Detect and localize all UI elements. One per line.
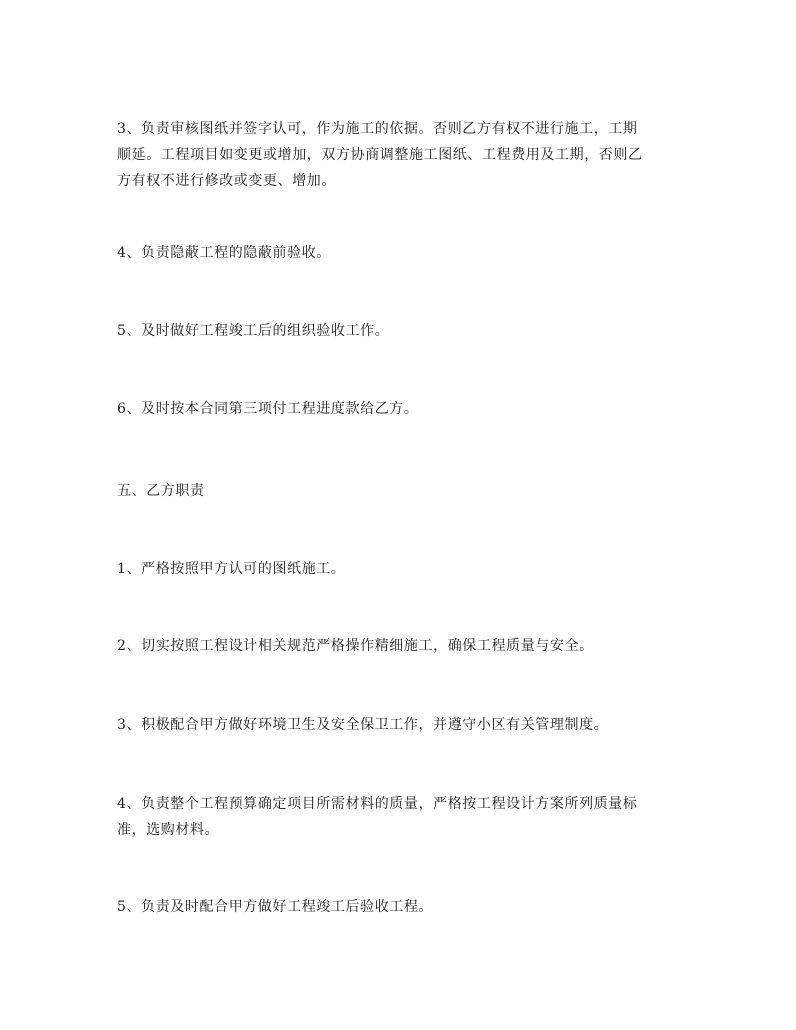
section-heading-party-b [117, 478, 683, 504]
text-line: 4、负责隐蔽工程的隐蔽前验收。 [117, 245, 331, 261]
text-line: 5、负责及时配合甲方做好工程竣工后验收工程。 [117, 899, 434, 915]
text-line: 准，选购材料。 [117, 822, 220, 838]
clause-a6 [117, 396, 683, 422]
clause-a5 [117, 318, 683, 344]
clause-b1 [117, 556, 683, 582]
clause-b5 [117, 894, 683, 920]
clause-b4 [117, 791, 683, 843]
clause-b2 [117, 633, 683, 659]
clause-b3 [117, 712, 683, 738]
text-line: 1、严格按照甲方认可的图纸施工。 [117, 561, 346, 577]
text-line: 3、积极配合甲方做好环境卫生及安全保卫工作，并遵守小区有关管理制度。 [117, 717, 609, 733]
text-line: 方有权不进行修改或变更、增加。 [117, 173, 336, 189]
text-line: 6、及时按本合同第三项付工程进度款给乙方。 [117, 401, 419, 417]
text-line: 4、负责整个工程预算确定项目所需材料的质量，严格按工程设计方案所列质量标 [117, 796, 638, 812]
text-line: 5、及时做好工程竣工后的组织验收工作。 [117, 323, 390, 339]
clause-a4 [117, 240, 683, 266]
text-line: 顺延。工程项目如变更或增加，双方协商调整施工图纸、工程费用及工期，否则乙 [117, 147, 643, 163]
clause-a3 [117, 116, 683, 194]
text-line: 3、负责审核图纸并签字认可，作为施工的依据。否则乙方有权不进行施工，工期 [117, 121, 638, 137]
text-line: 五、乙方职责 [117, 483, 205, 499]
text-line: 2、切实按照工程设计相关规范严格操作精细施工，确保工程质量与安全。 [117, 638, 594, 654]
